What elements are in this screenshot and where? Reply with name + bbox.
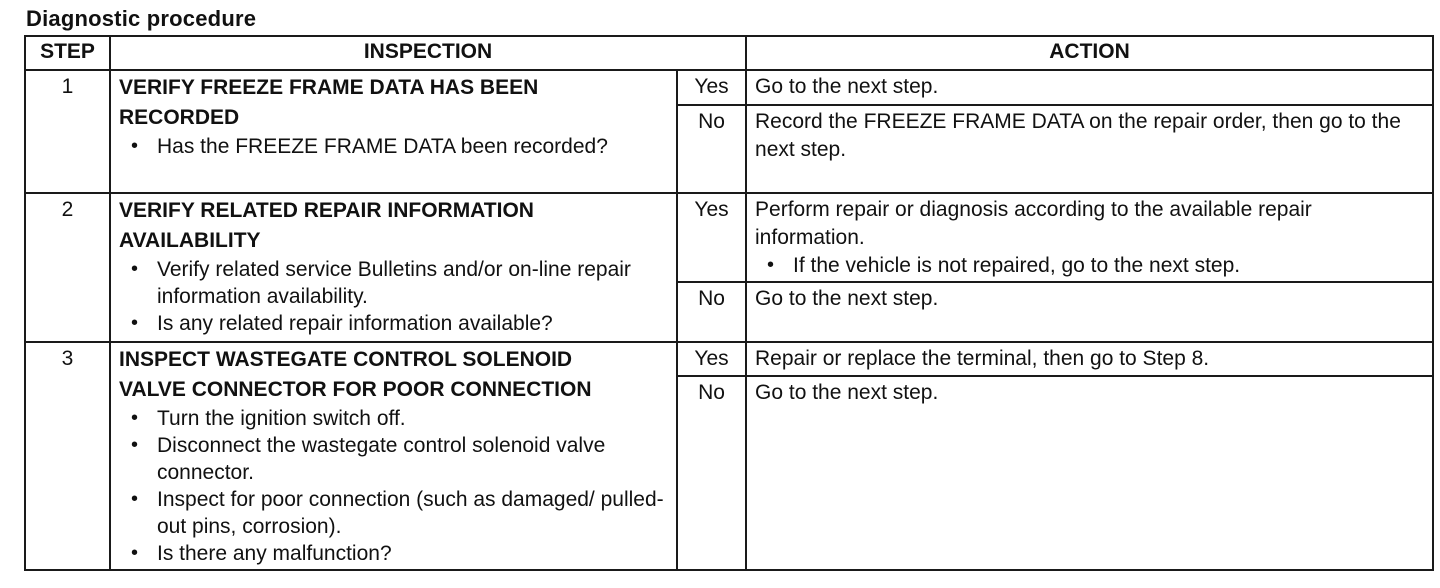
action-text: Repair or replace the terminal, then go to Step 8. [746, 342, 1433, 376]
step-2-yes-row [25, 193, 1433, 282]
header-action: ACTION [746, 36, 1433, 70]
bullet-item: • Inspect for poor connection (such as damaged/ pulled-out pins, corrosion). [157, 486, 670, 540]
bullet-item: • Disconnect the wastegate control solenoid valve connector. [157, 432, 670, 486]
bullet-item: • Is any related repair information available? [157, 310, 670, 337]
inspection-bullets [119, 256, 670, 337]
action-text: Perform repair or diagnosis according to the available repair information. [755, 198, 1312, 249]
yes-label: Yes [677, 193, 746, 282]
yes-label: Yes [677, 70, 746, 105]
step-3-yes-row [25, 342, 1433, 376]
action-bullets [755, 252, 1426, 279]
bullet-item: • Turn the ignition switch off. [157, 405, 670, 432]
header-step: STEP [25, 36, 110, 70]
inspection-heading: VERIFY RELATED REPAIR INFORMATION [119, 199, 534, 222]
bullet-item: • Verify related service Bulletins and/or on-line repair information availability. [157, 256, 670, 310]
action-text: Go to the next step. [746, 376, 1433, 570]
inspection-cell [110, 193, 677, 342]
page-title: Diagnostic procedure [26, 6, 257, 31]
inspection-cell [110, 342, 677, 570]
inspection-heading: VALVE CONNECTOR FOR POOR CONNECTION [119, 378, 592, 401]
no-label: No [677, 105, 746, 193]
header-row [25, 36, 1433, 70]
inspection-bullets [119, 133, 670, 160]
action-text: Go to the next step. [746, 282, 1433, 342]
bullet-item: • Is there any malfunction? [157, 540, 670, 567]
yes-label: Yes [677, 342, 746, 376]
inspection-heading: INSPECT WASTEGATE CONTROL SOLENOID [119, 348, 573, 371]
bullet-item: • Has the FREEZE FRAME DATA been recorded? [157, 133, 670, 160]
inspection-heading: RECORDED [119, 106, 240, 129]
inspection-heading: VERIFY FREEZE FRAME DATA HAS BEEN [119, 76, 539, 99]
step-number: 1 [25, 70, 110, 193]
header-inspection: INSPECTION [110, 36, 746, 70]
inspection-bullets [119, 405, 670, 567]
step-number: 2 [25, 193, 110, 342]
action-text: Go to the next step. [746, 70, 1433, 105]
no-label: No [677, 376, 746, 570]
action-text: Record the FREEZE FRAME DATA on the repair order, then go to the next step. [746, 105, 1433, 193]
diagnostic-table [24, 35, 1434, 571]
step-number: 3 [25, 342, 110, 570]
inspection-heading: AVAILABILITY [119, 229, 261, 252]
action-cell [746, 193, 1433, 282]
no-label: No [677, 282, 746, 342]
action-bullet-item: • If the vehicle is not repaired, go to the next step. [793, 252, 1426, 279]
step-1-yes-row [25, 70, 1433, 105]
inspection-cell [110, 70, 677, 193]
